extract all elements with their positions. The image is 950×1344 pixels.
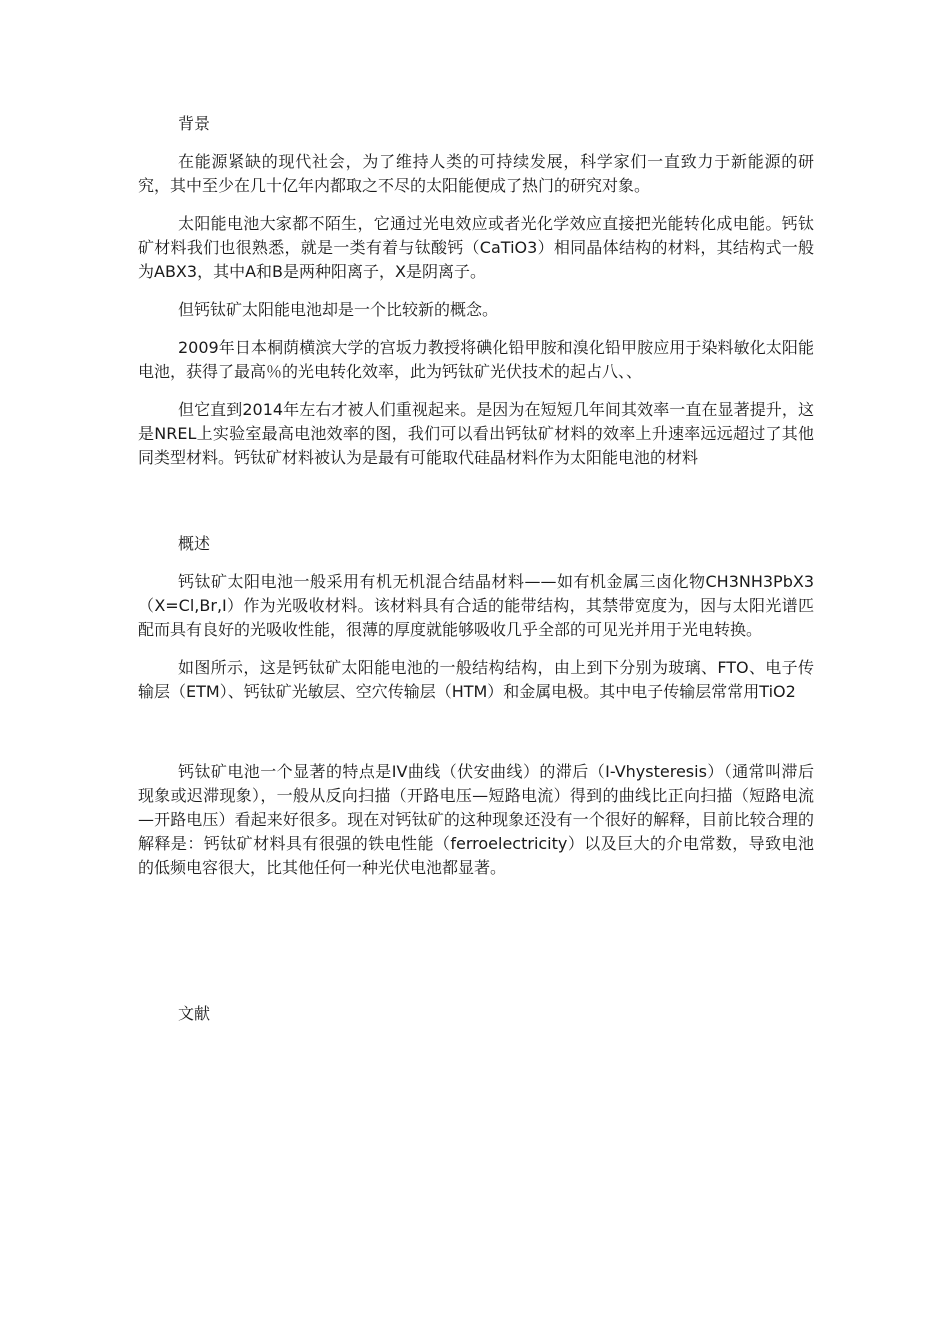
paragraph-background-5: 但它直到2014年左右才被人们重视起来。是因为在短短几年间其效率一直在显著提升，这是NREL上实验室最高电池效率的图，我们可以看出钙钛矿材料的效率上升速率远远超过了其他同类型材料。钙钛矿材料被认为是最有可能取代硅晶材料作为太阳能电池的材料 (138, 400, 814, 467)
paragraph-overview-2: 如图所示，这是钙钛矿太阳能电池的一般结构结构，由上到下分别为玻璃、FTO、电子传输层（ETM）、钙钛矿光敏层、空穴传输层（HTM）和金属电极。其中电子传输层常常用TiO2 (138, 658, 814, 701)
paragraph-background-3: 但钙钛矿太阳能电池却是一个比较新的概念。 (178, 300, 499, 319)
paragraph-background-1: 在能源紧缺的现代社会，为了维持人类的可持续发展，科学家们一直致力于新能源的研究，其中至少在几十亿年内都取之不尽的太阳能便成了热门的研究对象。 (138, 152, 814, 195)
section-heading-references: 文献 (178, 1004, 211, 1023)
paragraph-background-4: 2009年日本桐荫横滨大学的宫坂力教授将碘化铅甲胺和溴化铅甲胺应用于染料敏化太阳能电池，获得了最高％的光电转化效率，此为钙钛矿光伏技术的起占八、、 (138, 338, 814, 381)
document-body (138, 112, 814, 1026)
paragraph-background-2: 太阳能电池大家都不陌生，它通过光电效应或者光化学效应直接把光能转化成电能。钙钛矿材料我们也很熟悉，就是一类有着与钛酸钙（CaTiO3）相同晶体结构的材料，其结构式一般为ABX3，其中A和B是两种阳离子，X是阴离子。 (138, 214, 814, 281)
section-heading-background: 背景 (178, 114, 211, 133)
section-heading-overview: 概述 (178, 534, 211, 553)
paragraph-overview-3: 钙钛矿电池一个显著的特点是IV曲线（伏安曲线）的滞后（I-Vhysteresis）（通常叫滞后现象或迟滞现象），一般从反向扫描（开路电压—短路电流）得到的曲线比正向扫描（短路电流—开路电压）看起来好很多。现在对钙钛矿的这种现象还没有一个很好的解释，目前比较合理的解释是：钙钛矿材料具有很强的铁电性能（ferroelectricity）以及巨大的介电常数，导致电池的低频电容很大，比其他任何一种光伏电池都显著。 (138, 762, 814, 877)
paragraph-overview-1: 钙钛矿太阳电池一般采用有机无机混合结晶材料——如有机金属三卤化物CH3NH3PbX3（X=Cl,Br,I）作为光吸收材料。该材料具有合适的能带结构，其禁带宽度为，因与太阳光谱匹配而具有良好的光吸收性能，很薄的厚度就能够吸收几乎全部的可见光并用于光电转换。 (138, 572, 814, 639)
